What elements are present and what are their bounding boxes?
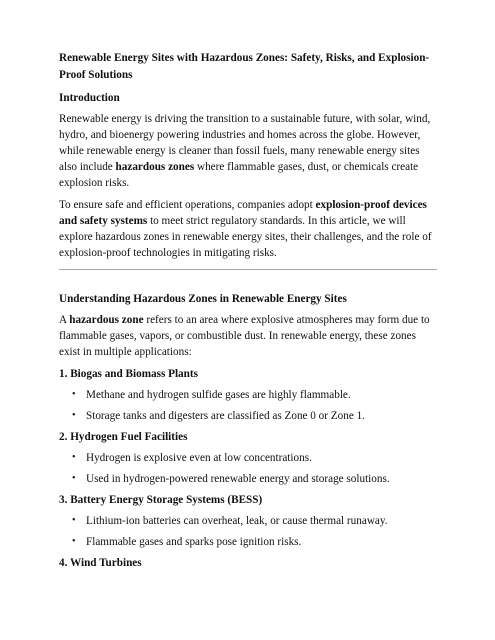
intro-p1-bold: hazardous zones [115,161,195,173]
list-item [59,387,437,403]
list-item-text: Storage tanks and digesters are classified as Zone 0 or Zone 1. [86,410,365,422]
list-item [59,471,437,487]
subsection-heading-biogas: 1. Biogas and Biomass Plants [59,368,198,380]
intro-paragraph-1 [59,111,437,191]
list-item-text: Hydrogen is explosive even at low concentrations. [86,452,312,464]
list-item-text: Used in hydrogen-powered renewable energy and storage solutions. [86,473,390,485]
list-item [59,534,437,550]
intro-p2-bold: explosion-proof devices and safety systems [59,199,427,227]
bullet-icon: • [72,515,76,526]
bullet-icon: • [72,410,76,421]
document-body [59,50,437,576]
document-title: Renewable Energy Sites with Hazardous Zones: Safety, Risks, and Explosion-Proof Solutions [59,52,430,81]
list-item [59,408,437,424]
bullet-icon: • [72,536,76,547]
intro-p2-text-c: to meet strict regulatory standards. In this article, we will explore hazardous zones in renewable energy sites, their challenges, and the role of explosion-proof technologies in mitigating risks. [59,215,432,259]
bullet-icon: • [72,473,76,484]
intro-paragraph-2 [59,197,437,261]
section-p-text-a: A [59,314,70,326]
list-item-text: Flammable gases and sparks pose ignition risks. [86,536,302,548]
list-item-text: Methane and hydrogen sulfide gases are highly flammable. [86,389,351,401]
list-item-text: Lithium-ion batteries can overheat, leak, or cause thermal runaway. [86,515,388,527]
intro-p1-text-a: Renewable energy is driving the transition to a sustainable future, with solar, wind, hydro, and bioenergy powering industries and homes across the globe. However, while renewable energy is cleaner than fossil fuels, many renewable energy sites also include [59,113,431,173]
intro-p1-text-c: where flammable gases, dust, or chemicals create explosion risks. [59,161,419,189]
section-p-bold: hazardous zone [69,314,144,326]
intro-p2-text-a: To ensure safe and efficient operations, companies adopt [59,199,316,211]
section-paragraph [59,312,437,360]
bullet-icon: • [72,389,76,400]
subsection-heading-hydrogen: 2. Hydrogen Fuel Facilities [59,431,188,443]
list-item [59,450,437,466]
bullet-icon: • [72,452,76,463]
list-item [59,513,437,529]
bullet-list-bess [59,513,437,550]
section-p-text-c: refers to an area where explosive atmospheres may form due to flammable gases, vapors, or combustible dust. In renewable energy, these zones exist in multiple applications: [59,314,430,358]
bullet-list-biogas [59,387,437,424]
intro-heading: Introduction [59,92,120,104]
bullet-list-hydrogen [59,450,437,487]
subsection-heading-bess: 3. Battery Energy Storage Systems (BESS) [59,494,263,506]
subsection-heading-wind: 4. Wind Turbines [59,557,142,569]
section-heading: Understanding Hazardous Zones in Renewable Energy Sites [59,293,347,305]
